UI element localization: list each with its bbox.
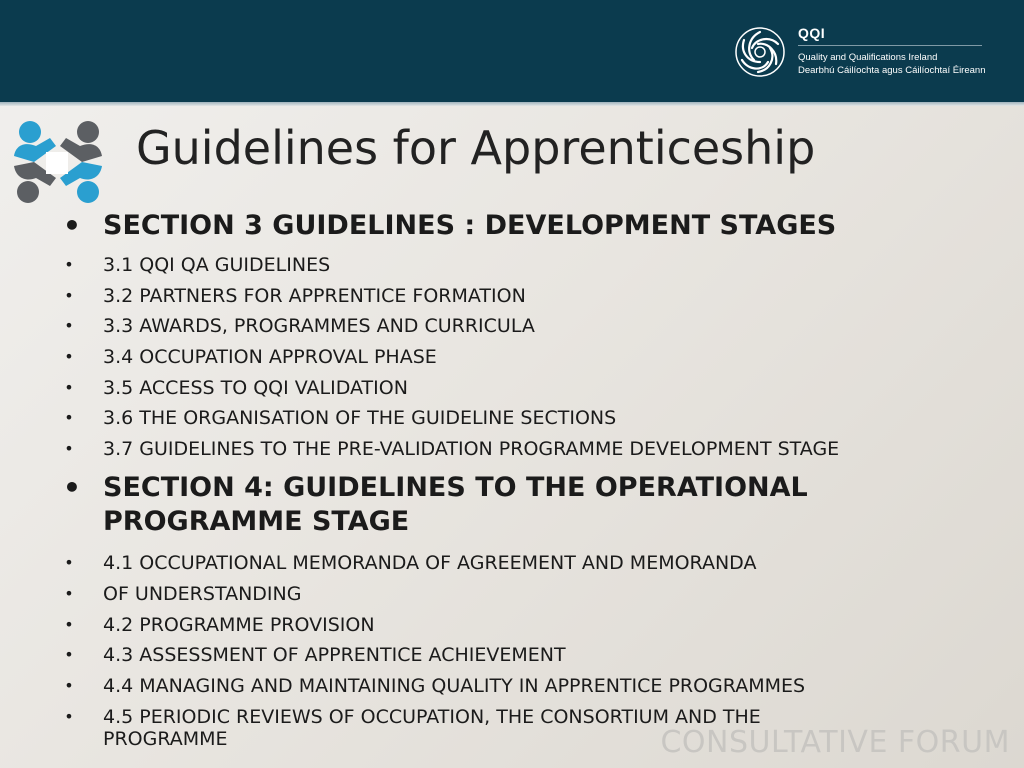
qqi-brand-short: QQI xyxy=(798,25,826,41)
bullet-icon: • xyxy=(64,645,74,664)
qqi-divider xyxy=(798,45,982,46)
list-item-text: 4.2 PROGRAMME PROVISION xyxy=(103,614,375,636)
list-item-text: 3.1 QQI QA GUIDELINES xyxy=(103,254,331,276)
list-item xyxy=(64,407,617,429)
list-item xyxy=(64,552,757,574)
slide-title: Guidelines for Apprenticeship xyxy=(136,121,816,175)
bullet-icon: • xyxy=(64,553,74,572)
list-item-text: 3.5 ACCESS TO QQI VALIDATION xyxy=(103,377,408,399)
qqi-logo xyxy=(734,24,994,80)
list-item-text: SECTION 3 GUIDELINES : DEVELOPMENT STAGES xyxy=(103,210,837,241)
bullet-icon: • xyxy=(63,209,81,242)
bullet-icon: • xyxy=(64,378,74,397)
list-item-text: 4.4 MANAGING AND MAINTAINING QUALITY IN APPRENTICE PROGRAMMES xyxy=(103,675,806,697)
bullet-icon: • xyxy=(64,316,74,335)
bullet-icon: • xyxy=(63,471,81,504)
list-item-text: 3.7 GUIDELINES TO THE PRE-VALIDATION PROGRAMME DEVELOPMENT STAGE xyxy=(103,438,840,460)
footer-watermark: CONSULTATIVE FORUM xyxy=(660,725,1010,760)
bullet-icon: • xyxy=(64,255,74,274)
bullet-icon: • xyxy=(64,615,74,634)
list-item xyxy=(63,209,837,243)
bullet-icon: • xyxy=(64,439,74,458)
list-item xyxy=(64,438,840,460)
list-item xyxy=(63,471,863,539)
list-item xyxy=(64,644,566,666)
list-item-text: 4.3 ASSESSMENT OF APPRENTICE ACHIEVEMENT xyxy=(103,644,566,666)
list-item xyxy=(64,583,302,605)
list-item-text: SECTION 4: GUIDELINES TO THE OPERATIONAL PROGRAMME STAGE xyxy=(103,472,808,537)
bullet-icon: • xyxy=(64,286,74,305)
list-item xyxy=(64,346,437,368)
list-item-text: 3.3 AWARDS, PROGRAMMES AND CURRICULA xyxy=(103,315,535,337)
list-item-text: 4.5 PERIODIC REVIEWS OF OCCUPATION, THE CONSORTIUM AND THE PROGRAMME xyxy=(103,706,761,750)
people-circle-icon xyxy=(10,116,106,208)
header-rule xyxy=(0,102,1024,106)
qqi-brand-line2: Dearbhú Cáilíochta agus Cáilíochtaí Éireann xyxy=(798,65,986,76)
list-item-text: 4.1 OCCUPATIONAL MEMORANDA OF AGREEMENT AND MEMORANDA xyxy=(103,552,757,574)
header-bar xyxy=(0,0,1024,102)
qqi-brand-line1: Quality and Qualifications Ireland xyxy=(798,52,938,63)
list-item xyxy=(64,614,375,636)
bullet-icon: • xyxy=(64,584,74,603)
qqi-emblem-icon xyxy=(734,26,786,78)
list-item-text: OF UNDERSTANDING xyxy=(103,583,302,605)
bullet-icon: • xyxy=(64,347,74,366)
bullet-icon: • xyxy=(64,676,74,695)
list-item xyxy=(64,254,331,276)
list-item xyxy=(64,675,806,697)
list-item xyxy=(64,377,408,399)
list-item-text: 3.2 PARTNERS FOR APPRENTICE FORMATION xyxy=(103,285,526,307)
list-item xyxy=(64,315,535,337)
list-item-text: 3.4 OCCUPATION APPROVAL PHASE xyxy=(103,346,437,368)
bullet-icon: • xyxy=(64,408,74,427)
bullet-icon: • xyxy=(64,707,74,726)
list-item-text: 3.6 THE ORGANISATION OF THE GUIDELINE SECTIONS xyxy=(103,407,617,429)
list-item xyxy=(64,285,526,307)
